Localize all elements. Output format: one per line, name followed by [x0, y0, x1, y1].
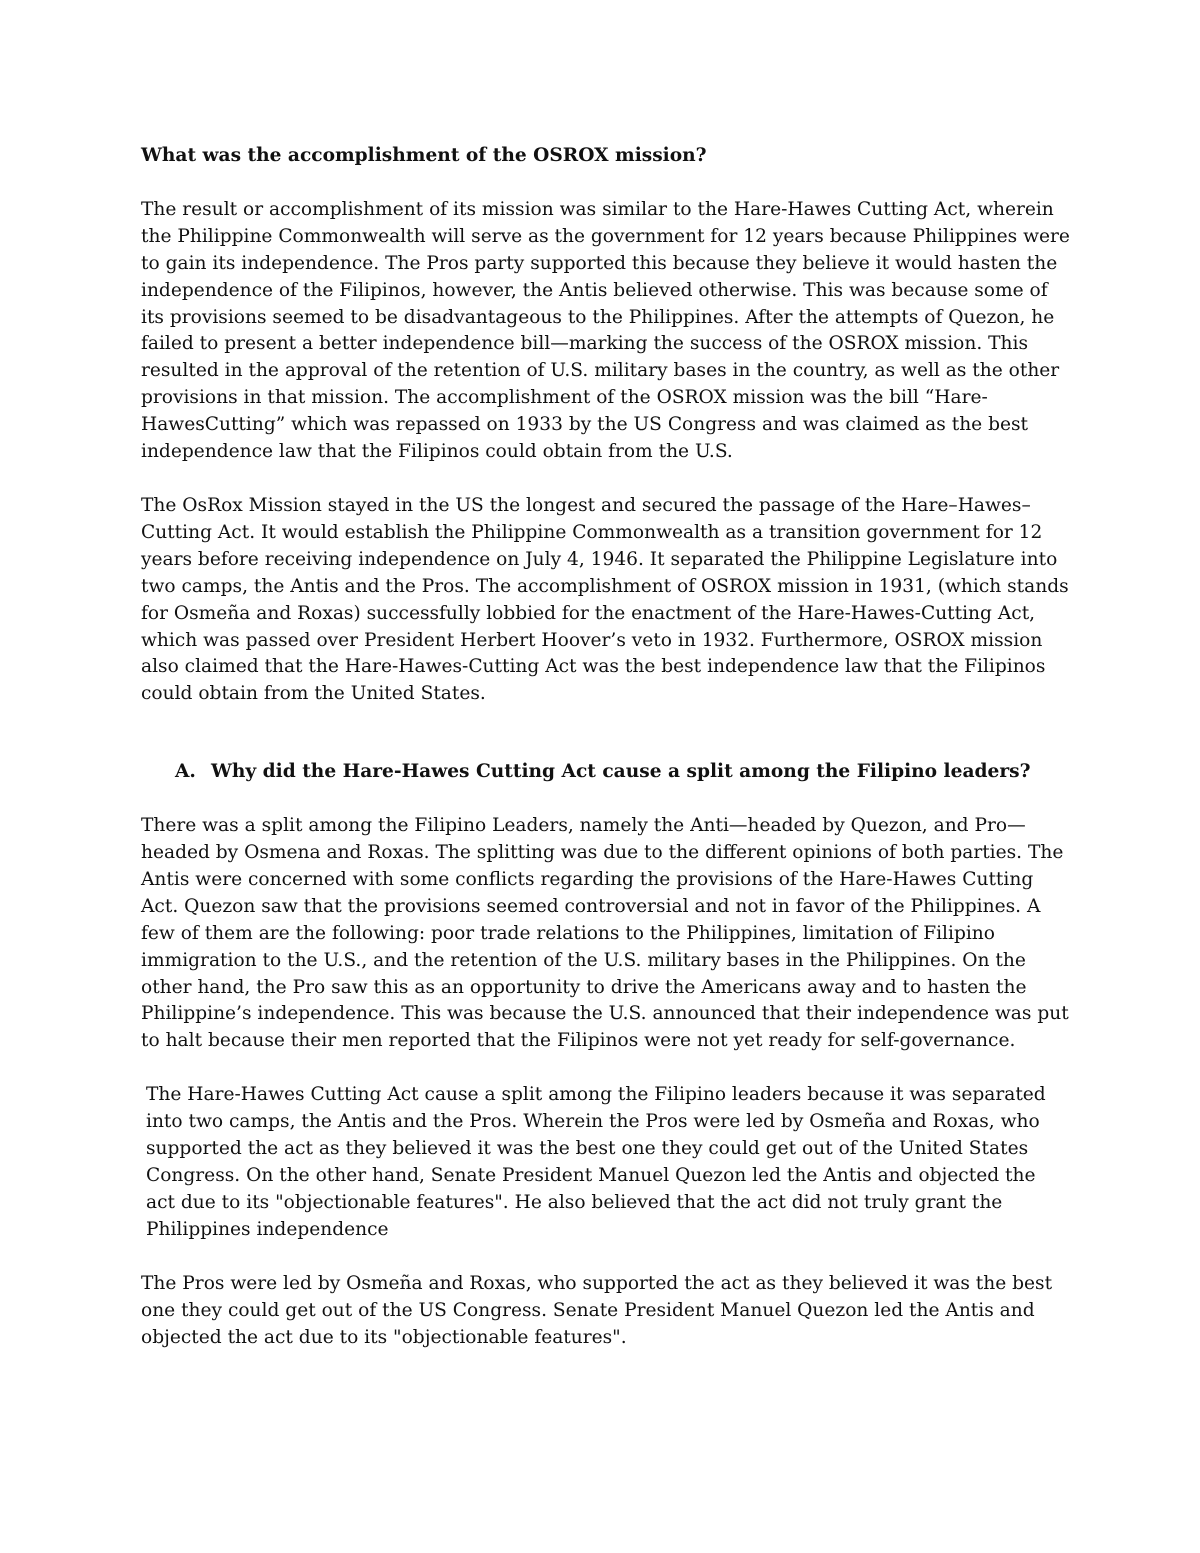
question-2-text: Why did the Hare-Hawes Cutting Act cause a split among the Filipino leaders?: [211, 761, 1031, 783]
answer-1-paragraph-2: The OsRox Mission stayed in the US the longest and secured the passage of the Hare–Hawes–Cutting Act. It would establish the Philippine Commonwealth as a transition government for 12 years before receiving independence on July 4, 1946. It separated the Philippine Legislature into two camps, the Antis and the Pros. The accomplishment of OSROX mission in 1931, (which stands for Osmeña and Roxas) successfully lobbied for the enactment of the Hare-Hawes-Cutting Act, which was passed over President Herbert Hoover’s veto in 1932. Furthermore, OSROX mission also claimed that the Hare-Hawes-Cutting Act was the best independence law that the Filipinos could obtain from the United States.: [141, 494, 1069, 705]
list-marker: A.: [175, 761, 196, 783]
question-2-heading: [175, 759, 1070, 786]
question-1-heading: What was the accomplishment of the OSROX mission?: [141, 145, 707, 166]
answer-1-paragraph-1: The result or accomplishment of its mission was similar to the Hare-Hawes Cutting Act, wherein the Philippine Commonwealth will serve as the government for 12 years because Philippines were to gain its independence. The Pros party supported this because they believe it would hasten the independence of the Filipinos, however, the Antis believed otherwise. This was because some of its provisions seemed to be disadvantageous to the Philippines. After the attempts of Quezon, he failed to present a better independence bill—marking the success of the OSROX mission. This resulted in the approval of the retention of U.S. military bases in the country, as well as the other provisions in that mission. The accomplishment of the OSROX mission was the bill “Hare-HawesCutting” which was repassed on 1933 by the US Congress and was claimed as the best independence law that the Filipinos could obtain from the U.S.: [141, 198, 1070, 463]
answer-2-paragraph-1: There was a split among the Filipino Leaders, namely the Anti—headed by Quezon, and Pro—headed by Osmena and Roxas. The splitting was due to the different opinions of both parties. The Antis were concerned with some conflicts regarding the provisions of the Hare-Hawes Cutting Act. Quezon saw that the provisions seemed controversial and not in favor of the Philippines. A few of them are the following: poor trade relations to the Philippines, limitation of Filipino immigration to the U.S., and the retention of the U.S. military bases in the Philippines. On the other hand, the Pro saw this as an opportunity to drive the Americans away and to hasten the Philippine’s independence. This was because the U.S. announced that their independence was put to halt because their men reported that the Filipinos were not yet ready for self-governance.: [141, 815, 1069, 1052]
answer-2-paragraph-2: The Hare-Hawes Cutting Act cause a split among the Filipino leaders because it was separated into two camps, the Antis and the Pros. Wherein the Pros were led by Osmeña and Roxas, who supported the act as they believed it was the best one they could get out of the United States Congress. On the other hand, Senate President Manuel Quezon led the Antis and objected the act due to its "objectionable features". He also believed that the act did not truly grant the Philippines independence: [146, 1084, 1046, 1240]
answer-2-paragraph-3: The Pros were led by Osmeña and Roxas, who supported the act as they believed it was the best one they could get out of the US Congress. Senate President Manuel Quezon led the Antis and objected the act due to its "objectionable features".: [141, 1272, 1053, 1348]
